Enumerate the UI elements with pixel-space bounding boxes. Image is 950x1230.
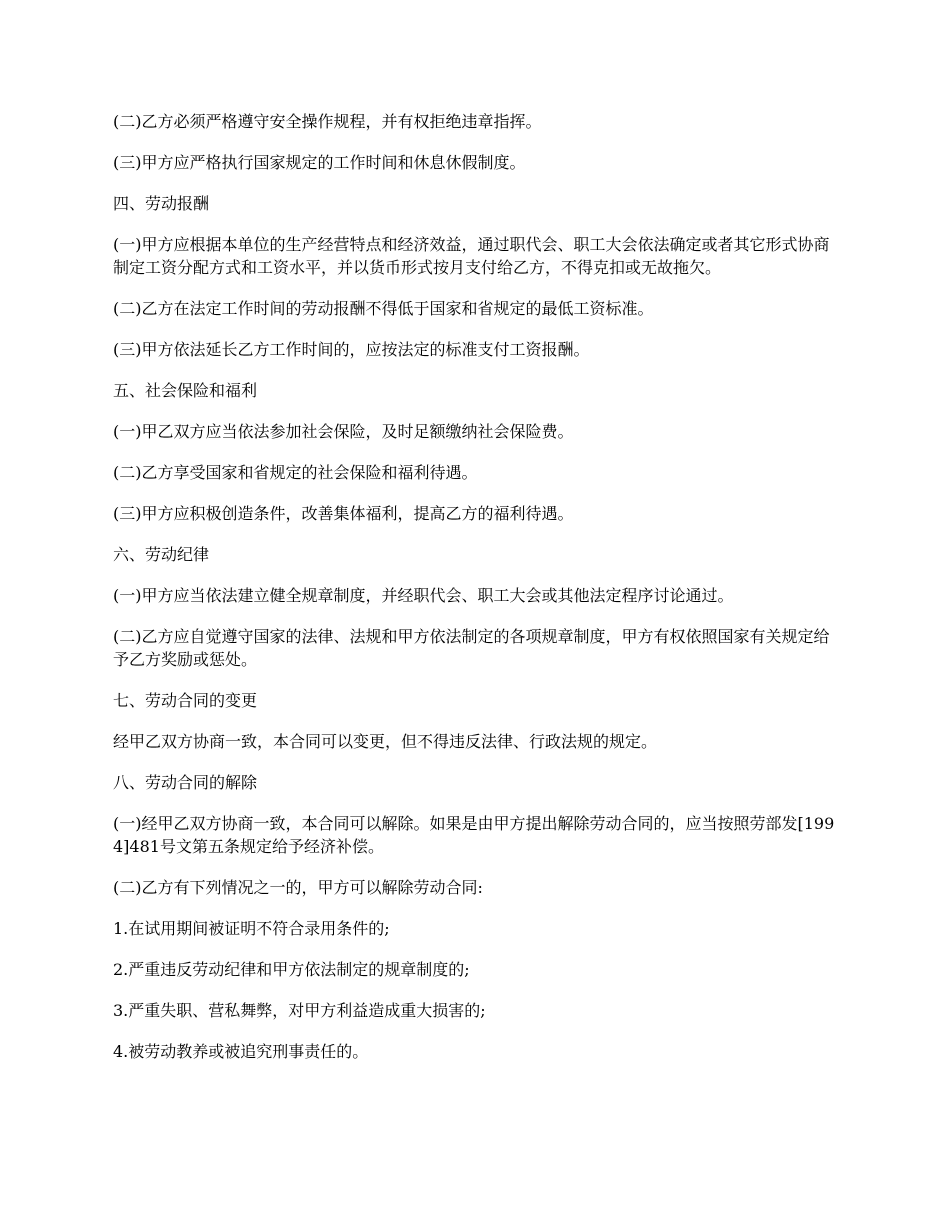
section-heading-contract-termination: 八、劳动合同的解除	[113, 773, 258, 792]
paragraph-3-working-hours: (三)甲方应严格执行国家规定的工作时间和休息休假制度。	[113, 153, 526, 172]
section-heading-remuneration: 四、劳动报酬	[113, 194, 210, 213]
section-heading-discipline: 六、劳动纪律	[113, 545, 210, 564]
paragraph-rules-compliance: (二)乙方应自觉遵守国家的法律、法规和甲方依法制定的各项规章制度，甲方有权依照国家有关规定给予乙方奖励或惩处。	[113, 627, 830, 669]
document-page	[113, 110, 843, 1081]
paragraph-minimum-wage: (二)乙方在法定工作时间的劳动报酬不得低于国家和省规定的最低工资标准。	[113, 299, 654, 318]
paragraph-insurance-benefits: (二)乙方享受国家和省规定的社会保险和福利待遇。	[113, 463, 478, 482]
paragraph-collective-welfare: (三)甲方应积极创造条件，改善集体福利，提高乙方的福利待遇。	[113, 504, 574, 523]
paragraph-contract-change: 经甲乙双方协商一致，本合同可以变更，但不得违反法律、行政法规的规定。	[113, 732, 658, 751]
paragraph-2-safety: (二)乙方必须严格遵守安全操作规程，并有权拒绝违章指挥。	[113, 112, 542, 131]
paragraph-mutual-termination: (一)经甲乙双方协商一致，本合同可以解除。如果是由甲方提出解除劳动合同的，应当按照劳部发[1994]481号文第五条规定给予经济补偿。	[113, 814, 835, 856]
list-item-criminal-liability: 4.被劳动教养或被追究刑事责任的。	[113, 1042, 369, 1061]
paragraph-rules-establishment: (一)甲方应当依法建立健全规章制度，并经职代会、职工大会或其他法定程序讨论通过。	[113, 586, 734, 605]
paragraph-termination-conditions: (二)乙方有下列情况之一的，甲方可以解除劳动合同:	[113, 878, 483, 897]
paragraph-overtime-pay: (三)甲方依法延长乙方工作时间的，应按法定的标准支付工资报酬。	[113, 340, 590, 359]
paragraph-wage-payment: (一)甲方应根据本单位的生产经营特点和经济效益，通过职代会、职工大会依法确定或者其它形式协商制定工资分配方式和工资水平，并以货币形式按月支付给乙方，不得克扣或无故拖欠。	[113, 235, 830, 277]
section-heading-insurance: 五、社会保险和福利	[113, 381, 258, 400]
list-item-misconduct: 3.严重失职、营私舞弊，对甲方利益造成重大损害的;	[113, 1001, 486, 1020]
paragraph-insurance-participation: (一)甲乙双方应当依法参加社会保险，及时足额缴纳社会保险费。	[113, 422, 574, 441]
section-heading-contract-change: 七、劳动合同的变更	[113, 691, 258, 710]
list-item-discipline-violation: 2.严重违反劳动纪律和甲方依法制定的规章制度的;	[113, 960, 470, 979]
list-item-probation: 1.在试用期间被证明不符合录用条件的;	[113, 919, 390, 938]
